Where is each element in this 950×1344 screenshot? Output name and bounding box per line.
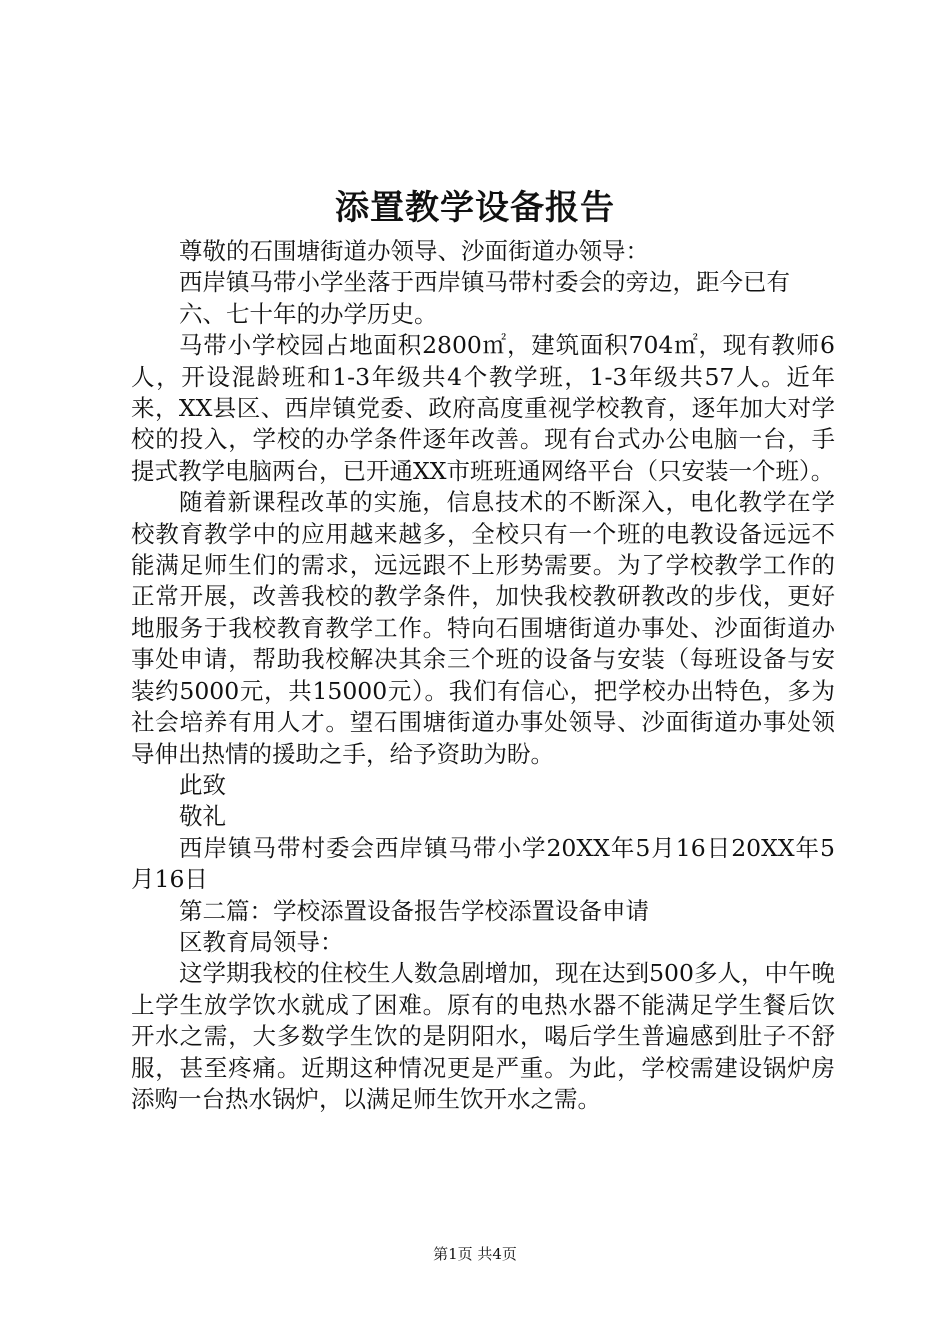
paragraph-history: 六、七十年的办学历史。 xyxy=(179,299,438,328)
document-title: 添置教学设备报告 xyxy=(335,188,615,228)
paragraph-request: 随着新课程改革的实施，信息技术的不断深入，电化教学在学校教育教学中的应用越来越多，全校只有一个班的电教设备远远不能满足师生们的需求，远远跟不上形势需要。为了学校教学工作的正常开展，改善我校的教学条件，加快我校教研教改的步伐，更好地服务于我校教育教学工作。特向石围塘街道办事处、沙面街道办事处申请，帮助我校解决其余三个班的设备与安装（每班设备与安装约5000元，共15000元）。我们有信心，把学校办出特色，多为社会培养有用人才。望石围塘街道办事处领导、沙面街道办事处领导伸出热情的援助之手，给予资助为盼。 xyxy=(131,488,835,768)
section-heading: 第二篇：学校添置设备报告学校添置设备申请 xyxy=(179,896,649,925)
closing-jingli: 敬礼 xyxy=(179,802,226,831)
salutation: 尊敬的石围塘街道办领导、沙面街道办领导： xyxy=(179,237,649,265)
paragraph-campus: 马带小学校园占地面积2800㎡，建筑面积704㎡，现有教师6人，开设混龄班和1-3年级共4个教学班，1-3年级共57人。近年来，XX县区、西岸镇党委、政府高度重视学校教育，逐年加大对学校的投入，学校的办学条件逐年改善。现有台式办公电脑一台，手提式教学电脑两台，已开通XX市班班通网络平台（只安装一个班）。 xyxy=(131,331,835,485)
page-number: 第1页 共4页 xyxy=(433,1245,517,1263)
paragraph-boiler: 这学期我校的住校生人数急剧增加，现在达到500多人，中午晚上学生放学饮水就成了困难。原有的电热水器不能满足学生餐后饮开水之需，大多数学生饮的是阴阳水，喝后学生普遍感到肚子不舒服，甚至疼痛。近期这种情况更是严重。为此，学校需建设锅炉房添购一台热水锅炉，以满足师生饮开水之需。 xyxy=(131,959,835,1113)
signature-line: 西岸镇马带村委会西岸镇马带小学20XX年5月16日20XX年5月16日 xyxy=(131,833,835,894)
closing-cizhi: 此致 xyxy=(179,770,226,799)
addressee: 区教育局领导： xyxy=(179,927,344,956)
document-body xyxy=(131,236,835,1115)
paragraph-intro: 西岸镇马带小学坐落于西岸镇马带村委会的旁边，距今已有 xyxy=(179,268,790,297)
